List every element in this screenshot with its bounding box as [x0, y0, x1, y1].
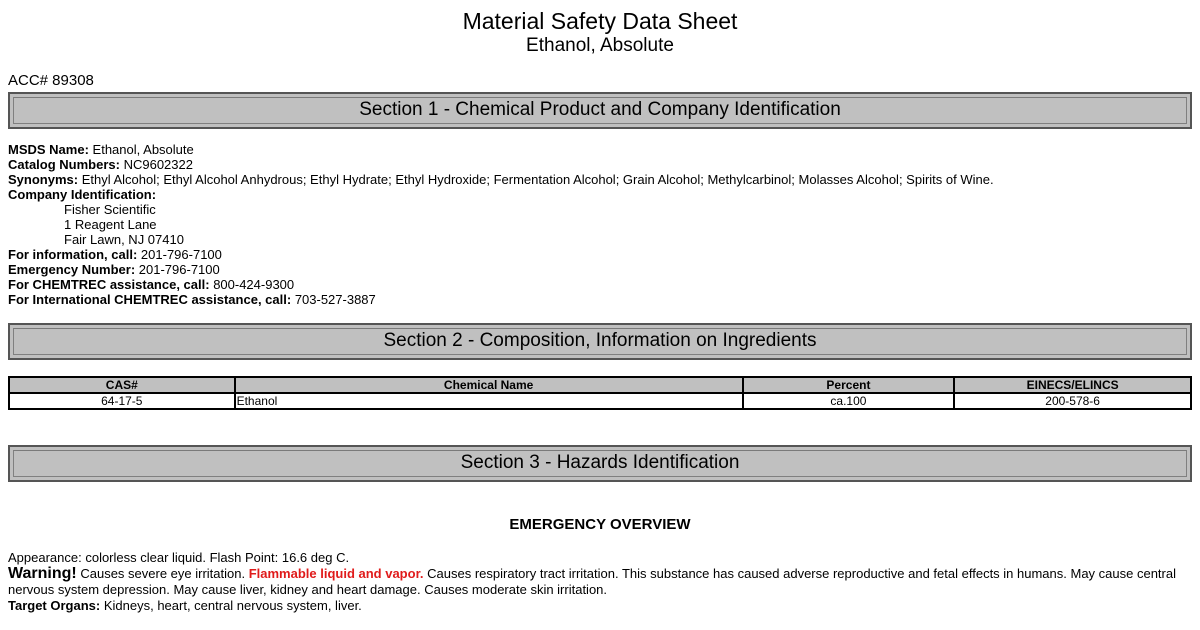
synonyms-label: Synonyms:	[8, 172, 79, 187]
cell-percent: ca.100	[743, 393, 955, 409]
emergency-row	[8, 262, 1192, 277]
table-row	[9, 393, 1191, 409]
msds-name-value: Ethanol, Absolute	[92, 142, 194, 157]
msds-name-row	[8, 142, 1192, 157]
catalog-value: NC9602322	[123, 157, 193, 172]
composition-table	[8, 376, 1192, 410]
emergency-phone: 201-796-7100	[138, 262, 220, 277]
appearance-line: Appearance: colorless clear liquid. Flash Point: 16.6 deg C.	[8, 550, 350, 565]
chemtrec-phone: 800-424-9300	[213, 277, 295, 292]
intl-chemtrec-row	[8, 292, 1192, 307]
section-2-title: Section 2 - Composition, Information on Ingredients	[13, 328, 1187, 355]
company-line: 1 Reagent Lane	[64, 217, 157, 232]
msds-name-label: MSDS Name:	[8, 142, 89, 157]
cell-chemical-name: Ethanol	[235, 393, 743, 409]
warning-paragraph	[8, 566, 1192, 598]
synonyms-value: Ethyl Alcohol; Ethyl Alcohol Anhydrous; Ethyl Hydrate; Ethyl Hydroxide; Fermentation Alcohol; Grain Alcohol; Methylcarbinol; Molasses Alcohol; Spirits of Wine.	[81, 172, 994, 187]
intl-chemtrec-label: For International CHEMTREC assistance, call:	[8, 292, 292, 307]
catalog-row	[8, 157, 1192, 172]
emergency-overview-title: EMERGENCY OVERVIEW	[509, 516, 691, 533]
warning-text-2: Causes respiratory tract irritation. This substance has caused adverse reproductive and fetal effects in humans. May cause central nervous system depression. May cause liver, kidney and heart damage. Causes moderate skin irritation.	[8, 566, 1176, 597]
emergency-label: Emergency Number:	[8, 262, 136, 277]
document-subtitle: Ethanol, Absolute	[526, 35, 674, 56]
document-title: Material Safety Data Sheet	[462, 8, 738, 34]
column-header-einecs: EINECS/ELINCS	[954, 377, 1191, 393]
target-organs-value: Kidneys, heart, central nervous system, liver.	[103, 598, 362, 613]
chemtrec-label: For CHEMTREC assistance, call:	[8, 277, 210, 292]
cell-einecs: 200-578-6	[954, 393, 1191, 409]
hazard-text	[8, 550, 1192, 614]
flammable-warning: Flammable liquid and vapor.	[248, 566, 424, 581]
column-header-percent: Percent	[743, 377, 955, 393]
info-phone: 201-796-7100	[140, 247, 222, 262]
info-phone-row	[8, 247, 1192, 262]
section-1-header	[8, 92, 1192, 129]
warning-word: Warning!	[8, 565, 77, 582]
section-3-header	[8, 445, 1192, 482]
target-organs-label: Target Organs:	[8, 598, 101, 613]
section-1-title: Section 1 - Chemical Product and Company Identification	[13, 97, 1187, 124]
company-line: Fair Lawn, NJ 07410	[64, 232, 184, 247]
company-row	[8, 187, 1192, 202]
cell-cas: 64-17-5	[9, 393, 235, 409]
section-2-header	[8, 323, 1192, 360]
company-line: Fisher Scientific	[64, 202, 156, 217]
column-header-cas: CAS#	[9, 377, 235, 393]
acc-number: ACC# 89308	[8, 72, 94, 89]
target-organs-line	[8, 598, 1192, 614]
intl-chemtrec-phone: 703-527-3887	[294, 292, 376, 307]
chemtrec-row	[8, 277, 1192, 292]
company-identification-block	[8, 142, 1192, 307]
catalog-label: Catalog Numbers:	[8, 157, 120, 172]
company-label: Company Identification:	[8, 187, 157, 202]
synonyms-row	[8, 172, 1192, 187]
warning-text-1: Causes severe eye irritation.	[76, 566, 249, 581]
table-header-row	[9, 377, 1191, 393]
section-3-title: Section 3 - Hazards Identification	[13, 450, 1187, 477]
info-label: For information, call:	[8, 247, 138, 262]
column-header-chemical-name: Chemical Name	[235, 377, 743, 393]
